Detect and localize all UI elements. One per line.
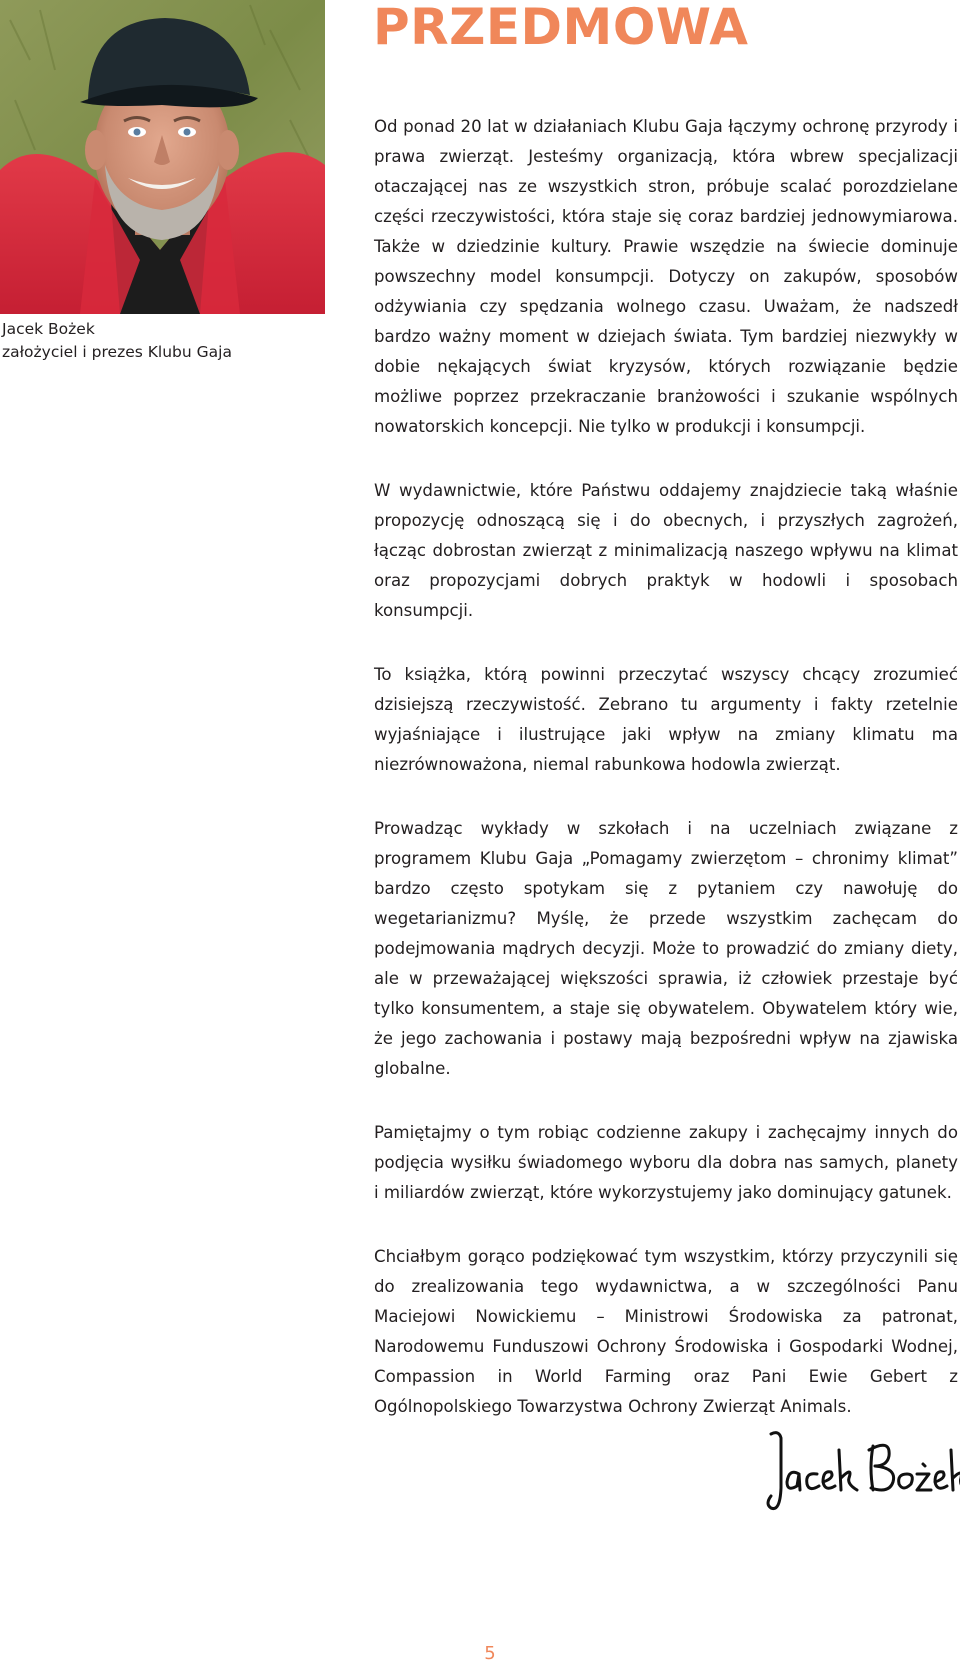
paragraph: Od ponad 20 lat w działaniach Klubu Gaja łączymy ochronę przyrody i prawa zwierząt. Jesteśmy organizacją, która wbrew specjalizacji otaczającej nas ze wszystkich stron, próbuje scalać porozdzielane części rzeczywistości, która staje się coraz bardziej jednowymiarowa. Także w dziedzinie kultury. Prawie wszędzie na świecie dominuje powszechny model konsumpcji. Dotyczy on zakupów, sposobów odżywiania czy spędzania wolnego czasu. Uważam, że nadszedł bardzo ważny moment w dziejach świata. Tym bardziej niezwykły w dobie nękających świat kryzysów, których rozwiązanie będzie możliwe poprzez przekraczanie branżowości i szukanie wspólnych nowatorskich koncepcji. Nie tylko w produkcji i konsumpcji.: [374, 117, 958, 436]
paragraph: Pamiętajmy o tym robiąc codzienne zakupy i zachęcajmy innych do podjęcia wysiłku świadomego wyboru dla dobra nas samych, planety i miliardów zwierząt, które wykorzystujemy jako dominujący gatunek.: [374, 1123, 958, 1202]
paragraph: To książka, którą powinni przeczytać wszyscy chcący zrozumieć dzisiejszą rzeczywistość. Zebrano tu argumenty i fakty rzetelnie wyjaśniające i ilustrujące jaki wpływ na zmiany klimatu ma niezrównoważona, niemal rabunkowa hodowla zwierząt.: [374, 665, 958, 774]
page-number: 5: [484, 1643, 496, 1664]
page-title: PRZEDMOWA: [373, 0, 749, 56]
article-body: [374, 112, 958, 1456]
paragraph: W wydawnictwie, które Państwu oddajemy znajdziecie taką właśnie propozycję odnoszącą się i do obecnych, i przyszłych zagrożeń, łącząc dobrostan zwierząt z minimalizacją naszego wpływu na klimat oraz propozycjami dobrych praktyk w hodowli i sposobach konsumpcji.: [374, 481, 958, 620]
signature: [765, 1428, 960, 1518]
caption-role: założyciel i prezes Klubu Gaja: [2, 343, 232, 361]
paragraph: Chciałbym gorąco podziękować tym wszystkim, którzy przyczynili się do zrealizowania tego wydawnictwa, a w szczególności Panu Maciejowi Nowickiemu – Ministrowi Środowiska za patronat, Narodowemu Funduszowi Ochrony Środowiska i Gospodarki Wodnej, Compassion in World Farming oraz Pani Ewie Gebert z Ogólnopolskiego Towarzystwa Ochrony Zwierząt Animals.: [374, 1247, 958, 1416]
author-photo: [0, 0, 325, 314]
caption-name: Jacek Bożek: [2, 320, 95, 338]
paragraph: Prowadząc wykłady w szkołach i na uczelniach związane z programem Klubu Gaja „Pomagamy zwierzętom – chronimy klimat” bardzo często spotykam się z pytaniem czy nawołuję do wegetarianizmu? Myślę, że przede wszystkim zachęcam do podejmowania mądrych decyzji. Może to prowadzić do zmiany diety, ale w przeważającej większości sprawia, iż człowiek przestaje być tylko konsumentem, a staje się obywatelem. Obywatelem który wie, że jego zachowania i postawy mają bezpośredni wpływ na zjawiska globalne.: [374, 819, 958, 1078]
photo-caption: [2, 318, 322, 364]
